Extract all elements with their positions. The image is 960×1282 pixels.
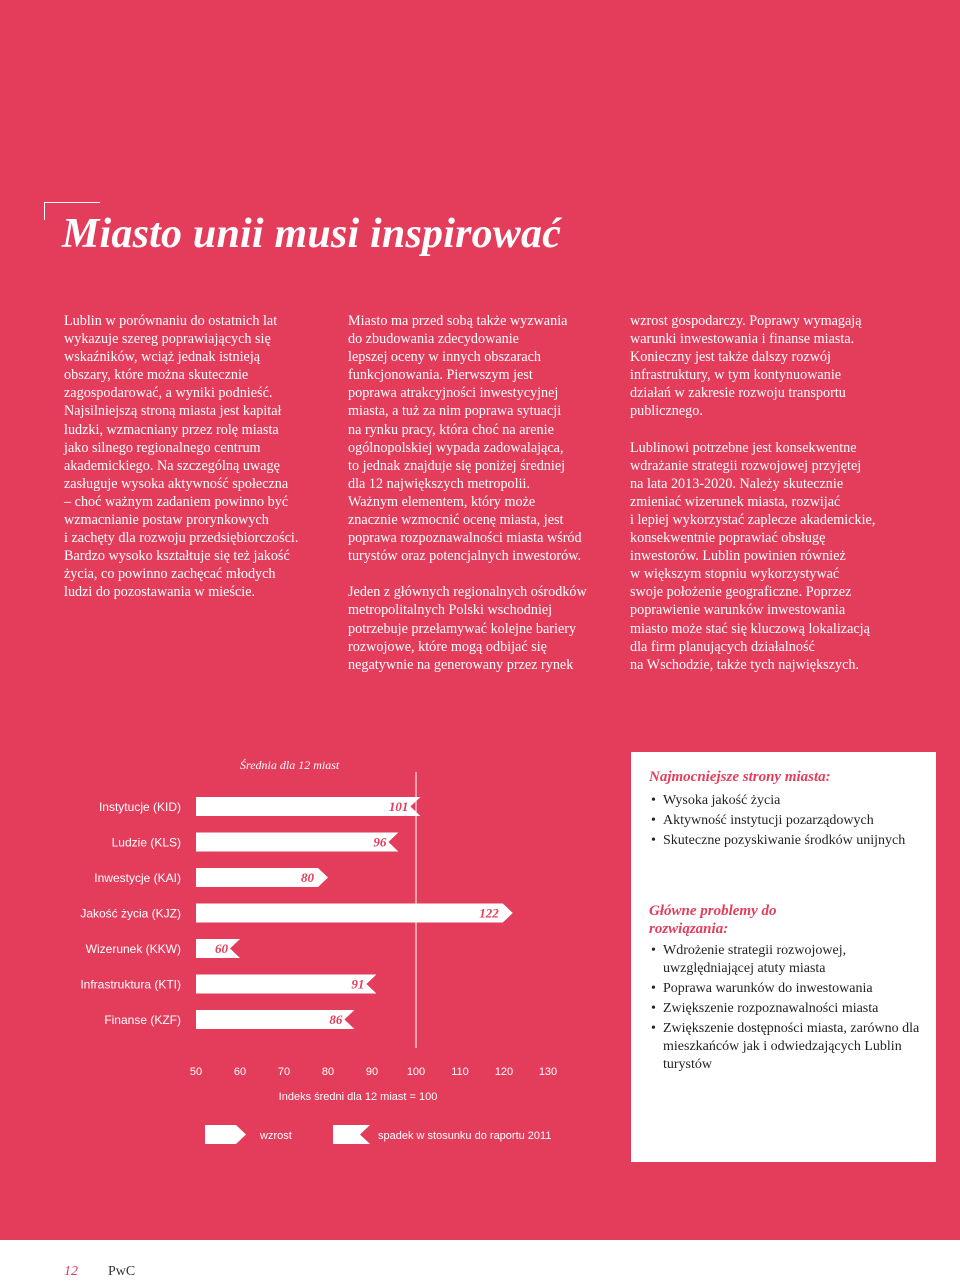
bar (196, 833, 398, 852)
paragraph: Lublinowi potrzebne jest konsekwentne wdrażanie strategii rozwojowej przyjętej na lata 2013-2020. Należy skutecznie zmieniać wizerunek miasta, rozwijać i lepiej wykorzystać zaplecze akademickie, konsekwentnie poprawiać obsługę inwestorów. Lublin powinien również w większym stopniu wykorzystywać swoje położenie geograficzne. Poprzez poprawienie warunków inwestowania miasto może stać się kluczową lokalizacją dla firm planujących działalność na Wschodzie, także tych największych. (630, 439, 876, 673)
text-column-3 (630, 312, 915, 692)
brand-name: PwC (108, 1264, 136, 1279)
page-number: 12 (64, 1264, 78, 1279)
tick-label: 50 (189, 1066, 203, 1078)
category-label: Wizerunek (KKW) (85, 942, 181, 956)
legend-up-label: wzrost (260, 1130, 292, 1142)
paragraph: Jeden z głównych regionalnych ośrodków metropolitalnych Polski wschodniej potrzebuje przełamywać kolejne bariery rozwojowe, które mogą odbijać się negatywnie na generowany przez rynek (348, 584, 587, 673)
tick-label: 130 (538, 1066, 558, 1078)
text-column-2 (348, 312, 620, 692)
problem-item: • Poprawa warunków do inwestowania (651, 980, 921, 998)
data-label: 80 (301, 870, 314, 885)
data-label: 86 (329, 1012, 343, 1027)
category-label: Infrastruktura (KTI) (80, 977, 181, 992)
tick-label: 100 (406, 1066, 426, 1078)
strengths-heading: Najmocniejsze strony miasta: (649, 769, 831, 785)
category-label: Inwestycje (KAI) (94, 871, 181, 885)
summary-box (631, 752, 936, 1162)
x-axis-label: Indeks średni dla 12 miast = 100 (278, 1091, 438, 1103)
page-title: Miasto unii musi inspirować (62, 211, 562, 257)
legend-down-label: spadek w stosunku do raportu 2011 (378, 1130, 552, 1142)
data-label: 60 (215, 941, 228, 956)
strengths-list (651, 792, 921, 852)
problem-item: • Zwiększenie dostępności miasta, zarówno dla mieszkańców jak i odwiedzających Lublin turystów (651, 1020, 921, 1074)
text-column-1 (64, 312, 336, 620)
strength-item: • Wysoka jakość życia (651, 792, 921, 810)
data-label: 101 (388, 799, 409, 814)
bar (196, 797, 420, 816)
category-label: Instytucje (KID) (98, 800, 181, 814)
problems-heading: Główne problemy do rozwiązania: (649, 903, 777, 937)
problem-item: • Zwiększenie rozpoznawalności miasta (651, 1000, 921, 1018)
paragraph: wzrost gospodarczy. Poprawy wymagają warunki inwestowania i finanse miasta. Konieczny jest także dalszy rozwój infrastruktury, w tym kontynuowanie działań w zakresie rozwoju transportu publicznego. (630, 313, 862, 420)
category-label: Jakość życia (KJZ) (80, 906, 181, 921)
tick-label: 60 (233, 1066, 247, 1078)
legend-down-swatch (333, 1125, 370, 1144)
bar (196, 904, 513, 923)
paragraph: Miasto ma przed sobą także wyzwania do zbudowania zdecydowanie lepszej oceny w innych obszarach funkcjonowania. Pierwszym jest poprawa atrakcyjności inwestycyjnej miasta, a tuż za nim poprawa sytuacji na rynku pracy, która choć na arenie ogólnopolskiej wypada zadowalająca, to jednak znajduje się poniżej średniej dla 12 największych metropolii. Ważnym elementem, który może znacznie wzmocnić ocenę miasta, jest poprawa rozpoznawalności miasta wśród turystów oraz potencjalnych inwestorów. (348, 313, 582, 565)
category-label: Finanse (KZF) (104, 1013, 181, 1027)
tick-label: 70 (277, 1066, 291, 1078)
corner-mark (44, 202, 100, 203)
tick-label: 80 (321, 1066, 335, 1078)
data-label: 122 (479, 905, 499, 921)
paragraph: Lublin w porównaniu do ostatnich lat wykazuje szereg poprawiających się wskaźników, wciąż jednak istnieją obszary, które można skutecznie zagospodarować, a wyniki podnieść. Najsilniejszą stroną miasta jest kapitał ludzki, wzmacniany przez rolę miasta jako silnego regionalnego centrum akademickiego. Na szczególną uwagę zasługuje wysoka aktywność społeczna – choć ważnym zadaniem powinno być wzmacnianie postaw prorynkowych i zachęty dla rozwoju przedsiębiorczości. Bardzo wysoko kształtuje się też jakość życia, co powinno zachęcać młodych ludzi do pozostawania w mieście. (64, 313, 299, 601)
index-bar-chart (0, 740, 600, 1160)
average-label: Średnia dla 12 miast (240, 758, 340, 772)
legend-up-swatch (205, 1125, 246, 1144)
problem-item: • Wdrożenie strategii rozwojowej, uwzględniającej atuty miasta (651, 942, 921, 978)
tick-label: 120 (494, 1066, 514, 1078)
strength-item: • Aktywność instytucji pozarządowych (651, 812, 921, 830)
bar (196, 975, 376, 994)
corner-mark (44, 202, 45, 220)
tick-label: 110 (451, 1066, 469, 1078)
data-label: 96 (373, 834, 387, 850)
strength-item: • Skuteczne pozyskiwanie środków unijnych (651, 832, 921, 850)
category-label: Ludzie (KLS) (111, 835, 181, 850)
tick-label: 90 (365, 1066, 379, 1078)
problems-list (651, 942, 921, 1076)
data-label: 91 (351, 976, 365, 992)
